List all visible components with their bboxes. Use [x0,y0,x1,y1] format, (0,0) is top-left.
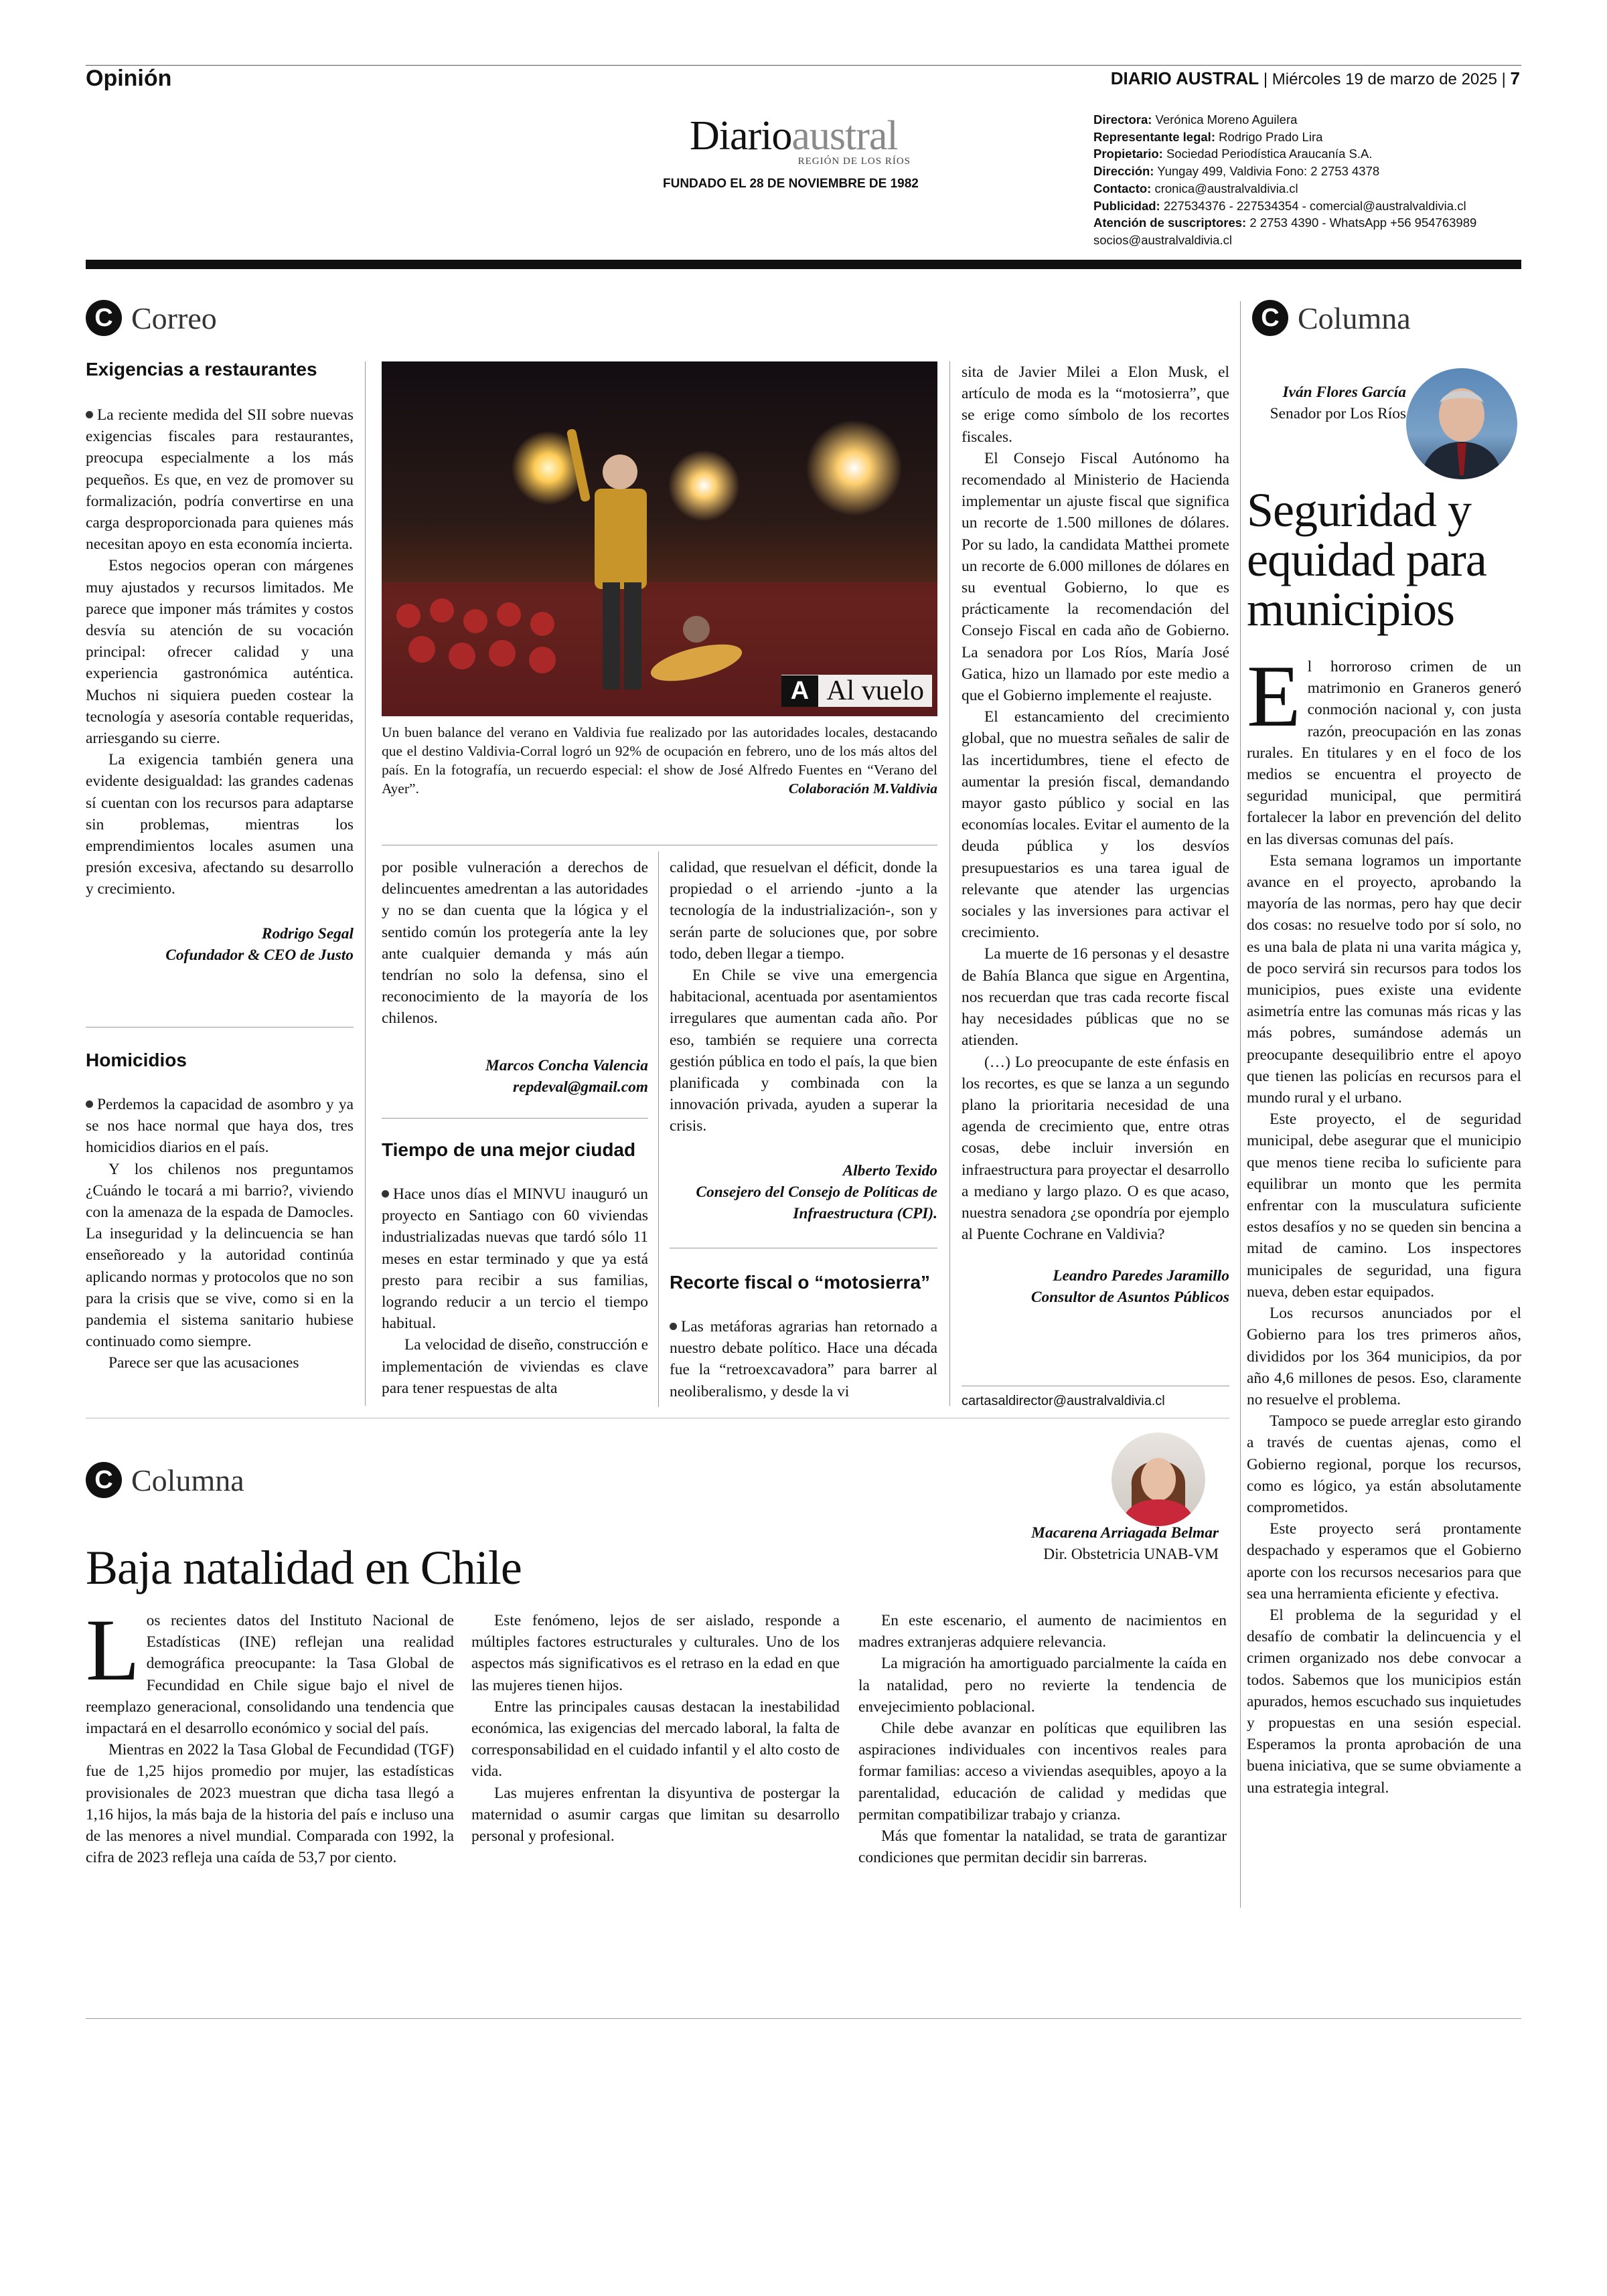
letter-motosierra [670,1272,937,1402]
author-role: Senador por Los Ríos [1270,405,1406,422]
badge-text: Al vuelo [826,675,924,706]
logo-main: Diario [690,113,792,159]
staff-label: Directora: [1093,112,1152,127]
author-role: Consejero del Consejo de Políticas de Infraestructura (CPI). [696,1183,937,1222]
paragraph: El estancamiento del crecimiento global, que no muestra señales de salir de las incertidumbres, tiene el efecto de aumentar la presión fiscal, demandando mayor gasto público y social en las economías locales. Evitar el aumento de la deuda pública y los desvíos presupuestarios es una tarea igual de relevante que atender las urgencias sociales y las inversiones para activar el crecimiento. [962,708,1229,942]
staff-label: Contacto: [1093,181,1152,195]
letter-homicidios-cont [382,857,648,1098]
paragraph: El problema de la seguridad y el desafío de combatir la delincuencia y el crimen organizado nos debe convocar a todos. Sabemos que los municipios están apurados, hemos escuchado sus inquietudes y propuestas en una sesión especial. Esperamos la pronta aprobación de una buena iniciativa, que se sume obviamente a una estrategia integral. [1247,1606,1521,1797]
paragraph: Estos negocios operan con márgenes muy ajustados y recursos limitados. Me parece que imponer más trámites y costos desvía su atención de su vocación principal: ofrecer calidad y una experiencia gastronómica auténtica. Muchos ni siquiera pueden costear la tecnología y asesoría contable requeridas, arriesgando su cierre. [86,557,354,748]
letter-title: Tiempo de una mejor ciudad [382,1139,636,1160]
paragraph: Y los chilenos nos preguntamos ¿Cuándo le tocará a mi barrio?, viviendo con la amenaza de la espada de Damocles. La inseguridad y la delincuencia se han enseñoreado y la autoridad continúa aplicando normas y protocolos que no son para la crisis que se vive, como si en la pandemia el sistema sanitario hubiese continuado como siempre. [86,1160,354,1351]
photo-credit: Colaboración M.Valdivia [788,781,937,797]
paragraph: Parece ser que las acusaciones [108,1354,299,1372]
letter-homicidios [86,1050,354,1374]
bullet-icon [670,1323,677,1330]
masthead-rule [86,260,1521,269]
letter-title: Exigencias a restaurantes [86,359,317,380]
author-name: Alberto Texido [842,1161,937,1179]
column-body [1247,647,1521,1799]
al-vuelo-badge [781,675,932,707]
correo-kicker-label: Correo [131,301,217,335]
letter-restaurantes [86,359,354,966]
staff-box [1093,111,1522,249]
paragraph: La exigencia también genera una evidente desigualdad: las grandes cadenas sí cuentan con los recursos para adaptarse sin problemas, mientras los emprendimientos locales asumen una presión excesiva, afectando su desarrollo y crecimiento. [86,751,354,898]
staff-label: Representante legal: [1093,129,1215,144]
page-number: 7 [1510,68,1520,88]
column-title: Baja natalidad en Chile [86,1541,522,1594]
staff-label: Propietario: [1093,147,1163,161]
paragraph: En Chile se vive una emergencia habitacional, acentuada por asentamientos irregulares que aumentan cada año. Por eso, también se requiere una correcta gestión pública en todo el país, la que bien planificada y combinada con la innovación privada, ayuden a superar la crisis. [670,967,937,1135]
staff-line [1093,129,1522,146]
paragraph: Perdemos la capacidad de asombro y ya se nos hace normal que haya dos, tres homicidios diarios en el país. [86,1096,354,1157]
paragraph: Las mujeres enfrentan la disyuntiva de postergar la maternidad o asumir cargas que limitan su desarrollo personal y profesional. [471,1784,840,1846]
paragraph: En este escenario, el aumento de nacimientos en madres extranjeras adquiere relevancia. [858,1612,1227,1651]
columna-bottom-kicker [86,1462,244,1498]
paragraph: Este proyecto será prontamente despachado y esperamos que el Gobierno aporte con los recursos necesarios para que sea una herramienta eficiente y efectiva. [1247,1520,1521,1603]
paragraph: Mientras en 2022 la Tasa Global de Fecundidad (TGF) fue de 1,25 hijos promedio por mujer, las estadísticas provisionales de 2023 muestran que dicha tasa llegó a 1,16 hijos, la más baja de la historia del país e incluso una de las menores a nivel mundial. Comparada con 1992, la cifra de 2023 refleja una caída de 53,7 por ciento. [86,1741,454,1867]
c-icon: C [1252,300,1288,336]
author-name: Rodrigo Segal [261,924,354,942]
letter-motosierra-cont [962,361,1229,1308]
paragraph: por posible vulneración a derechos de delincuentes amedrentan a las autoridades y no se dan cuenta que la lógica y el sentido común los protegería ante la ley ante cualquier demanda y más aún tendrían no solo la defensa, sino el reconocimiento de la mayoría de los chilenos. [382,859,648,1028]
divider [86,1027,354,1028]
author-name: Iván Flores García [1282,384,1406,401]
column-body-col2 [471,1610,840,1847]
section-label: Opinión [86,66,172,91]
letter-title: Recorte fiscal o “motosierra” [670,1272,931,1293]
staff-value: socios@australvaldivia.cl [1093,232,1232,247]
paragraph: sita de Javier Milei a Elon Musk, el artículo de moda es la “motosierra”, que se erige como símbolo de los recortes fiscales. [962,363,1229,446]
staff-line [1093,111,1522,129]
paragraph: (…) Lo preocupante de este énfasis en los recortes, es que se lanza a un segundo plano la prioritaria necesidad de una agenda de crecimiento que, entre otras cosas, debe incluir inversión en infraestructura para proyectar el desarrollo a mediano y largo plazo. O es que acaso, nuestra senadora ¿se opondría por ejemplo al Puente Cochrane en Valdivia? [962,1053,1229,1244]
bullet-icon [86,1100,93,1108]
staff-value: Yungay 499, Valdivia Fono: 2 2753 4378 [1157,164,1380,179]
bottom-rule [86,2018,1521,2019]
badge-letter: A [781,675,818,707]
staff-line [1093,214,1522,232]
logo [690,112,911,167]
drop-cap: L [86,1601,140,1699]
column-divider [365,361,366,1406]
paragraph: calidad, que resuelvan el déficit, donde la propiedad o el arriendo -junto a la tecnología de la industrialización-, son y serán parte de soluciones que, por sobre todo, deben llegar a tiempo. [670,859,937,963]
staff-value: cronica@australvaldivia.cl [1154,181,1298,195]
letters-email-link[interactable]: cartasaldirector@australvaldivia.cl [962,1394,1165,1408]
logo-subtitle: REGIÓN DE LOS RÍOS [797,156,911,167]
paragraph: Entre las principales causas destacan la inestabilidad económica, las exigencias del mercado laboral, la falta de corresponsabilidad en el cuidado infantil y el alto costo de vida. [471,1698,840,1781]
drop-cap: E [1247,647,1301,745]
paragraph: La muerte de 16 personas y el desastre de Bahía Blanca que sigue en Argentina, nos recuerdan que tras cada recorte fiscal hay necesidades públicas que no se atienden. [962,945,1229,1050]
author-role: Consultor de Asuntos Públicos [1030,1289,1229,1307]
author-block [1031,1522,1219,1565]
staff-label: Atención de suscriptores: [1093,216,1247,230]
staff-line [1093,197,1522,215]
columna-kicker [1252,300,1411,336]
staff-value: 227534376 - 227534354 - comercial@australvaldivia.cl [1163,198,1466,213]
author-block [1252,382,1406,424]
portrait-illustration [1112,1432,1205,1526]
paragraph: l horroroso crimen de un matrimonio en Graneros generó conmoción nacional y, con justa razón, preocupación en las zonas rurales. En titulares y en el foco de los medios se encuentra el proyecto de seguridad municipal, que permitirá fortalecer la labor en prevención del delito en las diversas comunas del país. [1247,658,1521,848]
paper-name: DIARIO AUSTRAL [1110,68,1259,88]
paragraph: Chile debe avanzar en políticas que equilibren las aspiraciones individuales con incentivos reales para formar familias: acceso a viviendas asequibles, apoyo a la parentalidad, educación de calidad y medidas que permitan compatibilizar trabajo y crianza. [858,1720,1227,1823]
paragraph: Hace unos días el MINVU inauguró un proyecto en Santiago con 60 viviendas industrializadas nuevas que tardó sólo 11 meses en estar terminado y que ya está presto para recibir a sus familias, logrando reducir a un tercio el tiempo habitual. [382,1185,648,1333]
author-role: Cofundador & CEO de Justo [165,946,354,964]
logo-light: austral [791,113,898,159]
column-title: Seguridad y equidad para municipios [1247,483,1486,636]
author-avatar [1112,1432,1205,1526]
paragraph: Esta semana logramos un importante avance en el proyecto, aprobando la mayoría de las normas, pero hay que decir dos cosas: no resuelve todo por sí solo, no es una bala de plata ni una varita mágica y, de poco servirá sin recursos para todos los municipios, pues existe una evidente asimetría entre las comunas más ricas y las más pobres, sumándose además un preocupante desequilibrio entre el apoyo que tienen las policías en recursos para el mundo rural y el urbano. [1247,851,1521,1107]
staff-line [1093,232,1522,249]
column-divider [658,851,659,1407]
staff-label: Publicidad: [1093,198,1160,213]
author-name: Marcos Concha Valencia [485,1056,648,1074]
author-role: repdeval@gmail.com [513,1078,648,1096]
bullet-icon [382,1190,389,1198]
column-divider [949,361,950,1406]
staff-line [1093,180,1522,197]
author-role: Dir. Obstetricia UNAB-VM [1043,1546,1219,1563]
paragraph: Este proyecto, el de seguridad municipal, debe asegurar que el municipio que menos tiene reciba lo suficiente para equilibrar un monto que les permita enfrentar con la musculatura suficiente estos desafíos y no se queden sin bencina a mitad de camino. Los inspectores municipales de seguridad, una figura nueva, deben estar equipados. [1247,1111,1521,1301]
issue-date: Miércoles 19 de marzo de 2025 [1272,70,1497,88]
c-icon: C [86,1462,122,1498]
column-body-col1 [86,1601,454,1868]
paragraph: Los recursos anunciados por el Gobierno para los tres primeros años, divididos por los 364 municipios, da por año 4,6 millones de pesos. Eso, claramente no resuelve el problema. [1247,1305,1521,1408]
staff-value: Sociedad Periodística Araucanía S.A. [1166,147,1373,161]
staff-value: Rodrigo Prado Lira [1219,129,1323,144]
columna-bottom-kicker-label: Columna [131,1463,244,1497]
paragraph: Este fenómeno, lejos de ser aislado, responde a múltiples factores estructurales y culturales. Uno de los aspectos más significativos es el retraso en la edad en que las mujeres tienen hijos. [471,1612,840,1694]
paragraph: Más que fomentar la natalidad, se trata de garantizar condiciones que permitan decidir sin barreras. [858,1827,1227,1867]
letter-ciudad [382,1139,648,1399]
performer-illustration [382,361,937,716]
author-avatar [1406,368,1517,479]
bullet-icon [86,411,93,418]
top-rule [86,65,1521,66]
paragraph: El Consejo Fiscal Autónomo ha recomendado al Ministerio de Hacienda implementar un ajuste fiscal que significa un recorte de 1.500 millones de dólares. Por su lado, la candidata Matthei promete un recorte de 6.000 millones de dólares en su eventual Gobierno, lo que es prácticamente la recomendación del Consejo Fiscal en cada año de Gobierno. La senadora por Los Ríos, María José Gatica, hizo un llamado por este medio a que el Gobierno implemente el reajuste. [962,449,1229,705]
c-icon: C [86,300,122,336]
founded-line: FUNDADO EL 28 DE NOVIEMBRE DE 1982 [663,177,919,191]
columna-kicker-label: Columna [1298,301,1411,335]
staff-line [1093,145,1522,163]
staff-line [1093,163,1522,180]
paragraph: La migración ha amortiguado parcialmente la caída en la natalidad, pero no revierte la tendencia de envejecimiento poblacional. [858,1655,1227,1716]
paragraph: Las metáforas agrarias han retornado a nuestro debate político. Hace una década fue la “retroexcavadora” para barrer al neoliberalismo, y desde la vi [670,1318,937,1400]
paragraph: La reciente medida del SII sobre nuevas exigencias fiscales para restaurantes, preocupa especialmente a los más pequeños. Es que, en vez de promover su formalización, podría convertirse en una carga desproporcionada para quienes más necesitan apoyo en esta economía incierta. [86,406,354,554]
author-name: Leandro Paredes Jaramillo [1053,1267,1229,1285]
author-name: Macarena Arriagada Belmar [1031,1524,1219,1542]
letter-ciudad-cont [670,857,937,1224]
portrait-illustration [1406,368,1517,479]
photo-caption [382,723,937,798]
paragraph: os recientes datos del Instituto Nacional de Estadísticas (INE) reflejan una realidad demográfica preocupante: la Tasa Global de Fecundidad en Chile sigue bajo el nivel de reemplazo generacional, consolidando una tendencia que impactará en el desarrollo económico y social del país. [86,1612,454,1738]
staff-value: 2 2753 4390 - WhatsApp +56 954763989 [1249,216,1477,230]
staff-value: Verónica Moreno Aguilera [1155,112,1298,127]
column-divider [1240,301,1241,1908]
correo-kicker [86,300,217,336]
page-header-meta: DIARIO AUSTRAL | Miércoles 19 de marzo de 2025 | 7 [1110,68,1520,88]
letter-title: Homicidios [86,1050,187,1070]
caption-text: Un buen balance del verano en Valdivia fue realizado por las autoridades locales, destacando que el destino Valdivia-Corral logró un 92% de ocupación en febrero, uno de los más altos del país. En la fotografía, un recuerdo especial: el show de José Alfredo Fuentes en “Verano del Ayer”. [382,724,937,797]
column-body-col3 [858,1610,1227,1868]
staff-label: Dirección: [1093,164,1154,179]
paragraph: La velocidad de diseño, construcción e implementación de viviendas es clave para tener respuestas de alta [382,1336,648,1397]
concert-photo [382,361,937,716]
divider [382,1118,648,1119]
paragraph: Tampoco se puede arreglar esto girando a través de cuentas ajenas, como el Gobierno regional, porque los recursos, como es lógico, ya están absolutamente comprometidos. [1247,1412,1521,1516]
